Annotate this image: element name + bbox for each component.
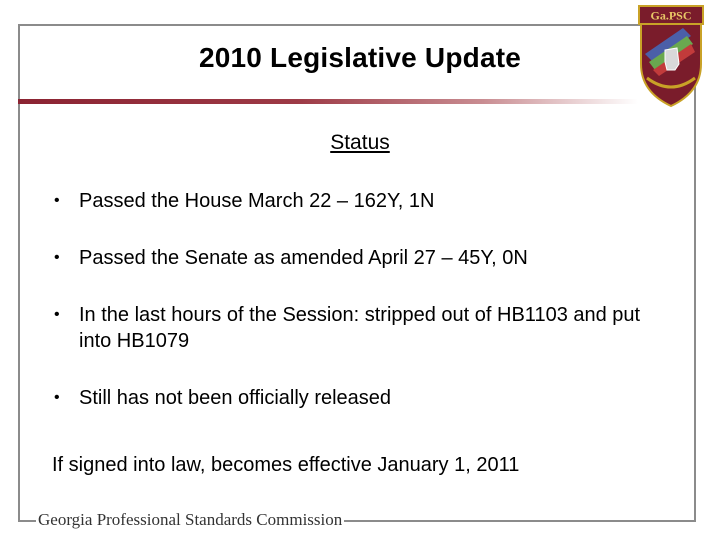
footer-divider-left: [18, 520, 32, 522]
list-item: [52, 188, 672, 214]
list-item: [52, 302, 672, 354]
bullet-text: In the last hours of the Session: stripped out of HB1103 and put into HB1079: [79, 304, 641, 352]
list-item: [52, 385, 672, 411]
footer-organization: Georgia Professional Standards Commission: [38, 510, 343, 529]
status-heading: Status: [330, 131, 390, 154]
bullet-icon: •: [54, 192, 60, 209]
bullet-icon: •: [54, 389, 60, 406]
bullet-text: Still has not been officially released: [79, 387, 392, 409]
status-bullet-list: [52, 188, 672, 411]
list-item: [52, 245, 672, 271]
footer-divider-right: [388, 520, 696, 522]
bullet-icon: •: [54, 249, 60, 266]
gapsc-logo: [637, 4, 705, 108]
logo-label: Ga.PSC: [650, 8, 692, 23]
bullet-text: Passed the Senate as amended April 27 – 45Y, 0N: [79, 247, 528, 269]
title-divider: [18, 99, 638, 104]
bullet-icon: •: [54, 306, 60, 323]
slide-title: 2010 Legislative Update: [198, 42, 522, 73]
bullet-text: Passed the House March 22 – 162Y, 1N: [79, 190, 435, 212]
effective-date-note: If signed into law, becomes effective January 1, 2011: [52, 454, 520, 476]
